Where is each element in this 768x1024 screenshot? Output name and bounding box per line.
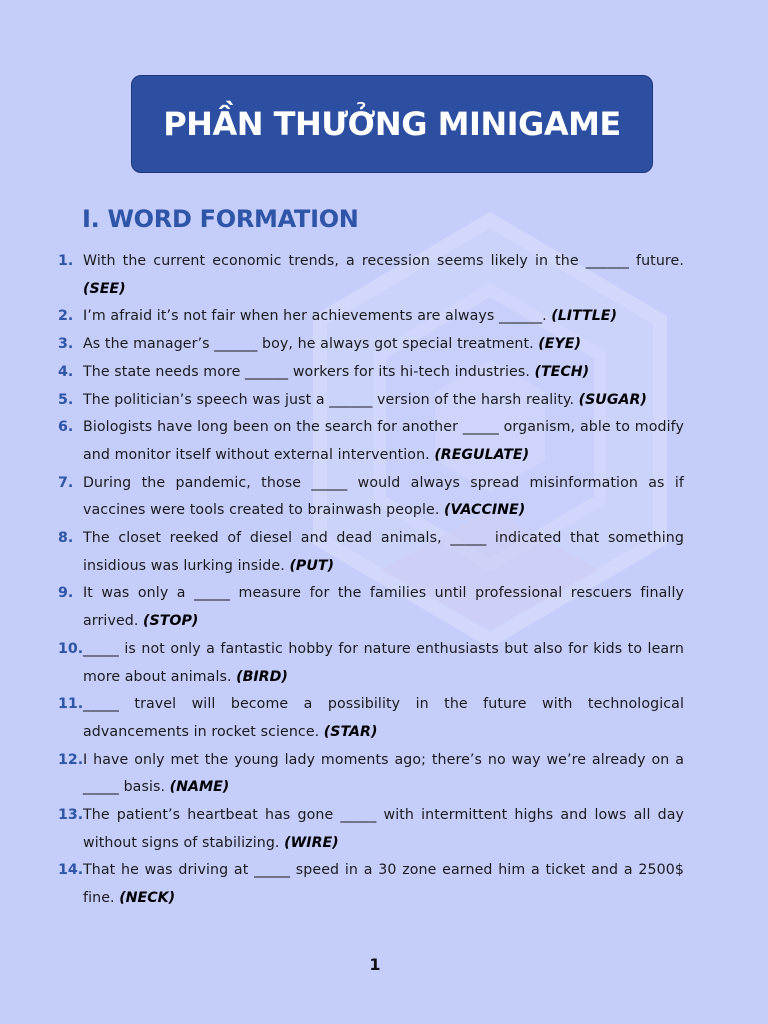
question-hint: (EYE) [538, 336, 581, 353]
question-hint: (STAR) [323, 723, 378, 740]
question-text: It was only a _____ measure for the families until professional rescuers finally arrived. [83, 585, 684, 630]
page-number: 1 [369, 955, 381, 974]
question-item [58, 414, 684, 469]
question-hint: (TECH) [534, 363, 590, 380]
question-item [58, 470, 684, 525]
question-list [58, 248, 684, 913]
question-hint: (STOP) [143, 613, 199, 630]
question-number: 2. [58, 308, 74, 325]
question-hint: (NAME) [169, 779, 230, 796]
question-text: During the pandemic, those _____ would always spread misinformation as if vaccines were tools created to brainwash people. [83, 474, 684, 519]
question-item [58, 580, 684, 635]
question-text: With the current economic trends, a recession seems likely in the ______ future. [83, 253, 684, 269]
question-text: The patient’s heartbeat has gone _____ with intermittent highs and lows all day without signs of stabilizing. [83, 807, 684, 851]
question-hint: (LITTLE) [551, 308, 617, 325]
question-item [58, 691, 684, 746]
question-number: 13. [58, 807, 84, 824]
question-number: 6. [58, 419, 74, 436]
question-number: 3. [58, 336, 74, 353]
question-text: That he was driving at _____ speed in a 30 zone earned him a ticket and a 2500$ fine. [83, 862, 684, 907]
question-item [58, 802, 684, 857]
question-number: 1. [58, 253, 74, 269]
question-item [58, 525, 684, 580]
question-text: I have only met the young lady moments ago; there’s no way we’re already on a _____ basis. [83, 751, 684, 796]
section-heading: I. WORD FORMATION [82, 205, 359, 233]
question-hint: (BIRD) [236, 668, 288, 685]
question-item [58, 747, 684, 802]
question-hint: (SUGAR) [578, 391, 647, 408]
question-text: I’m afraid it’s not fair when her achievements are always ______. [83, 308, 547, 325]
question-item [58, 331, 684, 359]
question-number: 9. [58, 585, 74, 602]
question-number: 7. [58, 474, 74, 491]
question-hint: (WIRE) [284, 834, 339, 851]
question-text: The closet reeked of diesel and dead animals, _____ indicated that something insidious was lurking inside. [83, 530, 684, 574]
question-text: _____ is not only a fantastic hobby for nature enthusiasts but also for kids to learn more about animals. [83, 640, 684, 685]
question-text: _____ travel will become a possibility in the future with technological advancements in rocket science. [83, 696, 684, 740]
question-number: 10. [58, 640, 84, 657]
title-banner [131, 75, 653, 173]
question-item [58, 359, 684, 387]
question-number: 8. [58, 530, 74, 547]
question-number: 5. [58, 391, 74, 408]
question-number: 12. [58, 751, 84, 768]
question-text: The politician’s speech was just a ______ version of the harsh reality. [83, 391, 575, 408]
question-item [58, 636, 684, 691]
question-item [58, 248, 684, 303]
question-number: 4. [58, 363, 74, 380]
question-number: 11. [58, 696, 84, 713]
question-text: The state needs more ______ workers for its hi-tech industries. [83, 363, 530, 380]
question-item [58, 387, 684, 415]
question-hint: (NECK) [119, 890, 176, 907]
question-text: As the manager’s ______ boy, he always got special treatment. [83, 336, 534, 353]
question-number: 14. [58, 862, 84, 879]
page-title: PHẦN THƯỞNG MINIGAME [163, 105, 621, 143]
question-hint: (SEE) [83, 280, 126, 297]
question-hint: (REGULATE) [434, 446, 530, 463]
question-hint: (VACCINE) [444, 502, 526, 519]
question-hint: (PUT) [289, 557, 335, 574]
question-item [58, 303, 684, 331]
question-text: Biologists have long been on the search for another _____ organism, able to modify and monitor itself without external intervention. [83, 419, 684, 463]
question-item [58, 857, 684, 912]
